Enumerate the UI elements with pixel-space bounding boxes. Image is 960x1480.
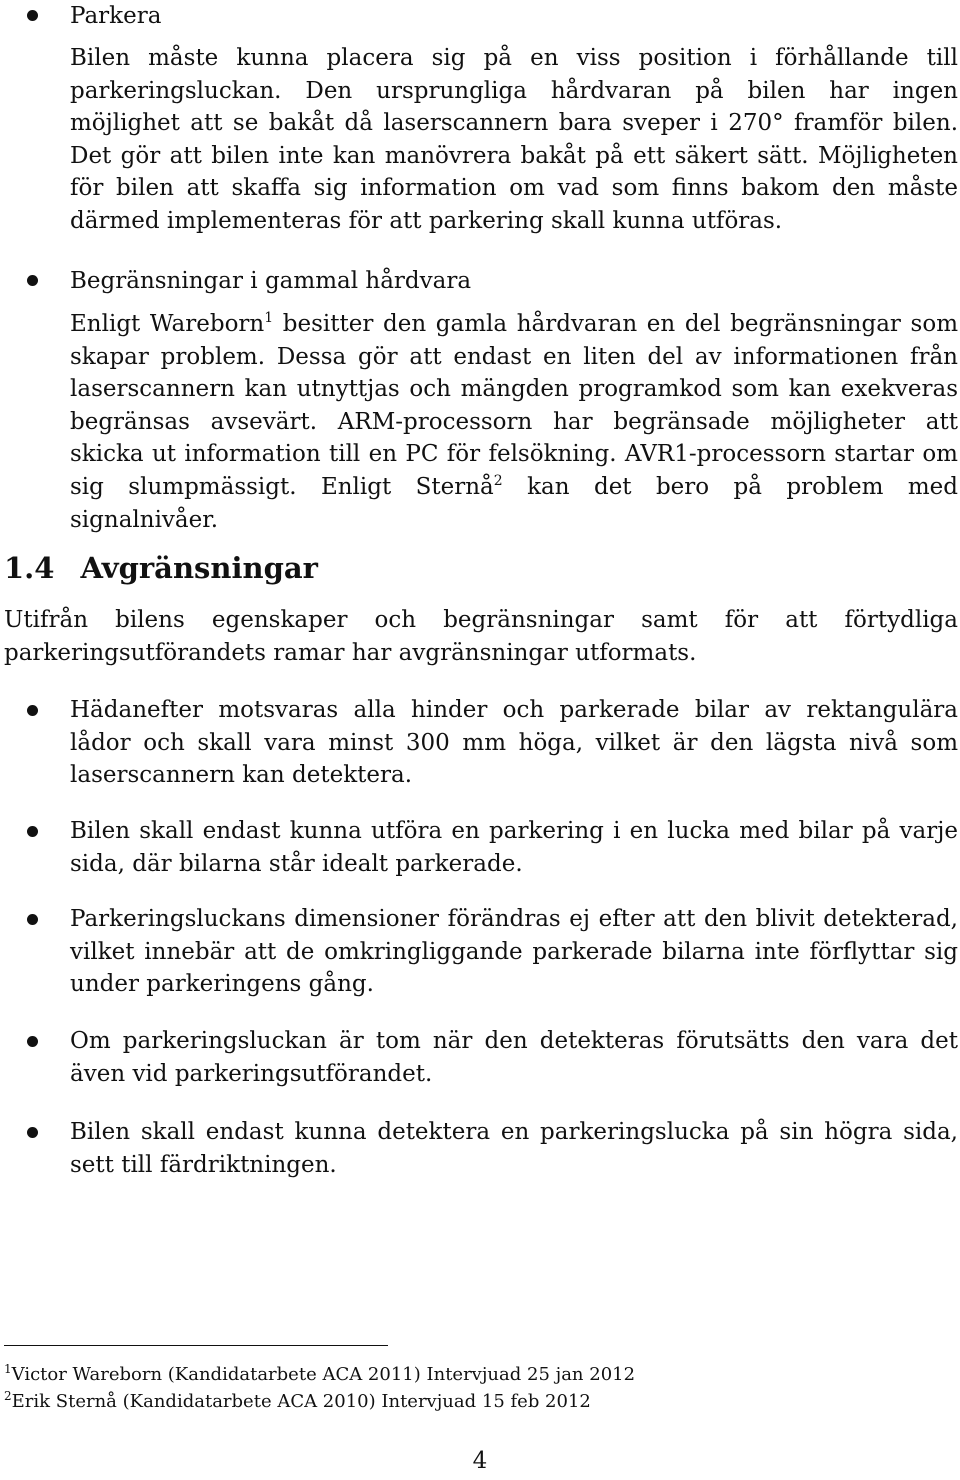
list-item-body: Bilen måste kunna placera sig på en viss position i förhållande till parkeringsluckan. Den ursprungliga hårdvaran på bilen har ingen möjlighet att se bakåt då laserscannern bara sveper i 270° framför bilen. Det gör att bilen inte kan manövrera bakåt på ett säkert sätt. Möjligheten för bilen att skaffa sig information om vad som finns bakom den måste därmed implementeras för att parkering skall kunna utföras. [70, 45, 958, 234]
footnote-divider [4, 1345, 388, 1346]
bullet-icon [27, 1036, 38, 1047]
footnote-mark: 1 [4, 1362, 12, 1376]
footnote-text: Victor Wareborn (Kandidatarbete ACA 2011) Intervjuad 25 jan 2012 [11, 1364, 636, 1385]
bullet-icon [27, 1127, 38, 1138]
body-text-segment: besitter den gamla hårdvaran en del begränsningar som skapar problem. Dessa gör att endast en liten del av informationen från laserscannern kan utnyttjas och mängden programkod som kan exekveras begränsas avsevärt. ARM-processorn har begränsade möjligheter att skicka ut information till en PC för felsökning. AVR1-processorn startar om sig slumpmässigt. Enligt Sternå [70, 311, 959, 500]
list-item-body [70, 308, 958, 536]
section-heading [4, 548, 318, 588]
bullet-icon [27, 914, 38, 925]
footnote-ref[interactable]: 2 [493, 472, 503, 489]
body-text-segment: Enligt Wareborn [70, 311, 265, 337]
bullet-icon [27, 705, 38, 716]
bullet-icon [27, 275, 38, 286]
body-text-segment: kan det bero på problem med signalnivåer. [70, 473, 958, 533]
footnote-ref[interactable]: 1 [264, 310, 274, 326]
section-title: Avgränsningar [80, 551, 318, 585]
list-item: Parkeringsluckans dimensioner förändras ej efter att den blivit detekterad, vilket innebär att de omkringliggande parkerade bilarna inte förflyttar sig under parkeringens gång. [70, 906, 958, 998]
list-item: Om parkeringsluckan är tom när den detekteras förutsätts den vara det även vid parkeringsutförandet. [70, 1028, 958, 1087]
section-intro: Utifrån bilens egenskaper och begränsningar samt för att förtydliga parkeringsutförandets ramar har avgränsningar utformats. [4, 607, 958, 666]
list-item-title: Begränsningar i gammal hårdvara [70, 268, 472, 294]
list-item: Bilen skall endast kunna detektera en parkeringslucka på sin högra sida, sett till färdriktningen. [70, 1119, 958, 1178]
bullet-icon [27, 10, 38, 21]
footnote-1 [4, 1363, 944, 1387]
list-item-title: Parkera [70, 3, 162, 29]
list-item: Bilen skall endast kunna utföra en parkering i en lucka med bilar på varje sida, där bilarna står idealt parkerade. [70, 818, 958, 877]
bullet-icon [27, 826, 38, 837]
footnote-text: Erik Sternå (Kandidatarbete ACA 2010) Intervjuad 15 feb 2012 [11, 1391, 591, 1412]
page-number: 4 [472, 1448, 488, 1474]
footnote-mark: 2 [4, 1389, 12, 1403]
footnote-2 [4, 1390, 944, 1414]
list-item: Hädanefter motsvaras alla hinder och parkerade bilar av rektangulära lådor och skall vara minst 300 mm höga, vilket är den lägsta nivå som laserscannern kan detektera. [70, 697, 958, 789]
section-number: 1.4 [4, 551, 55, 585]
